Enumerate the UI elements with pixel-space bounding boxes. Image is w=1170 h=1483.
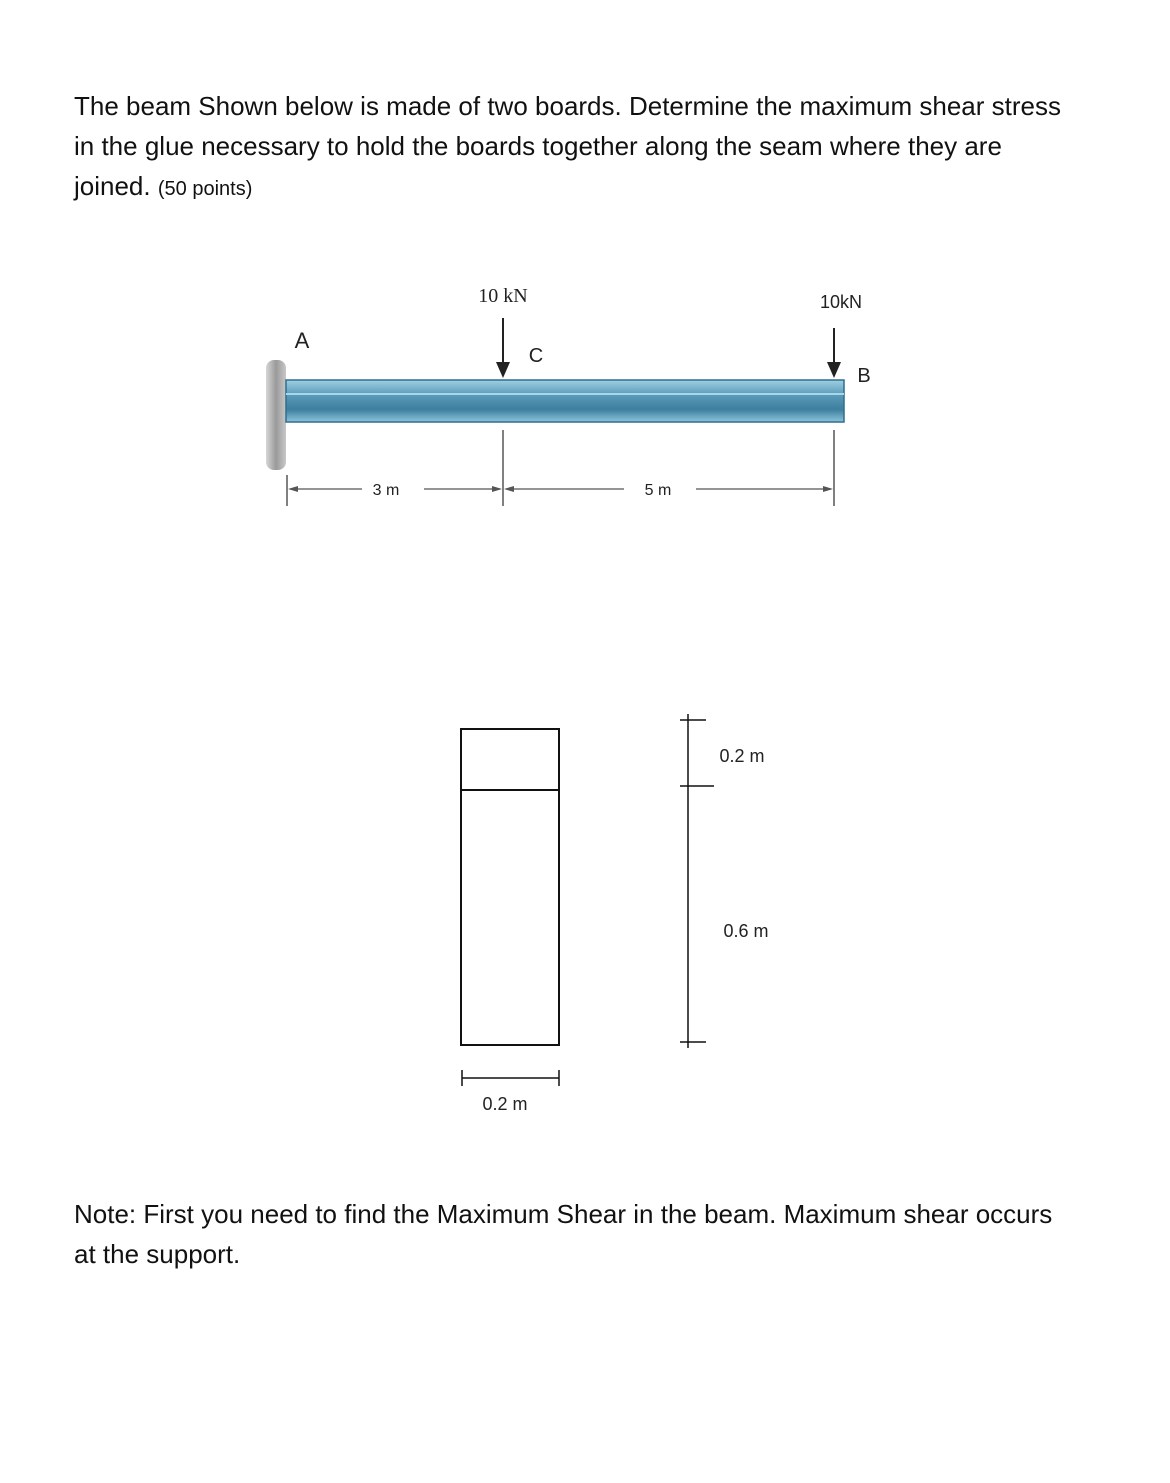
span-ac-label: 3 m bbox=[372, 482, 400, 499]
top-board bbox=[461, 729, 559, 790]
fixed-support-wall bbox=[266, 360, 286, 470]
bottom-board-height-label: 0.6 m bbox=[723, 921, 769, 941]
beam-diagram bbox=[266, 285, 871, 506]
beam bbox=[286, 380, 844, 422]
cross-section bbox=[461, 714, 769, 1114]
load-b-arrow bbox=[827, 328, 841, 378]
width-label: 0.2 m bbox=[482, 1094, 528, 1114]
load-b-magnitude: 10kN bbox=[819, 292, 863, 312]
support-label-a: A bbox=[294, 328, 310, 353]
question-body: The beam Shown below is made of two boards. Determine the maximum shear stress in the glue necessary to hold the boards together along the seam where they are joined. bbox=[74, 91, 1061, 201]
load-c-arrow bbox=[496, 318, 510, 378]
width-dimension bbox=[462, 1070, 559, 1086]
span-cb-label: 5 m bbox=[644, 482, 672, 499]
height-dimension bbox=[680, 714, 714, 1048]
load-c-magnitude: 10 kN bbox=[478, 285, 528, 307]
point-label-b: B bbox=[857, 365, 871, 387]
top-board-height-label: 0.2 m bbox=[719, 746, 765, 766]
bottom-board bbox=[461, 790, 559, 1045]
points-label: (50 points) bbox=[157, 178, 253, 200]
point-label-c: C bbox=[528, 345, 544, 367]
note-text: Note: First you need to find the Maximum Shear in the beam. Maximum shear occurs at the support. bbox=[74, 1199, 1053, 1269]
